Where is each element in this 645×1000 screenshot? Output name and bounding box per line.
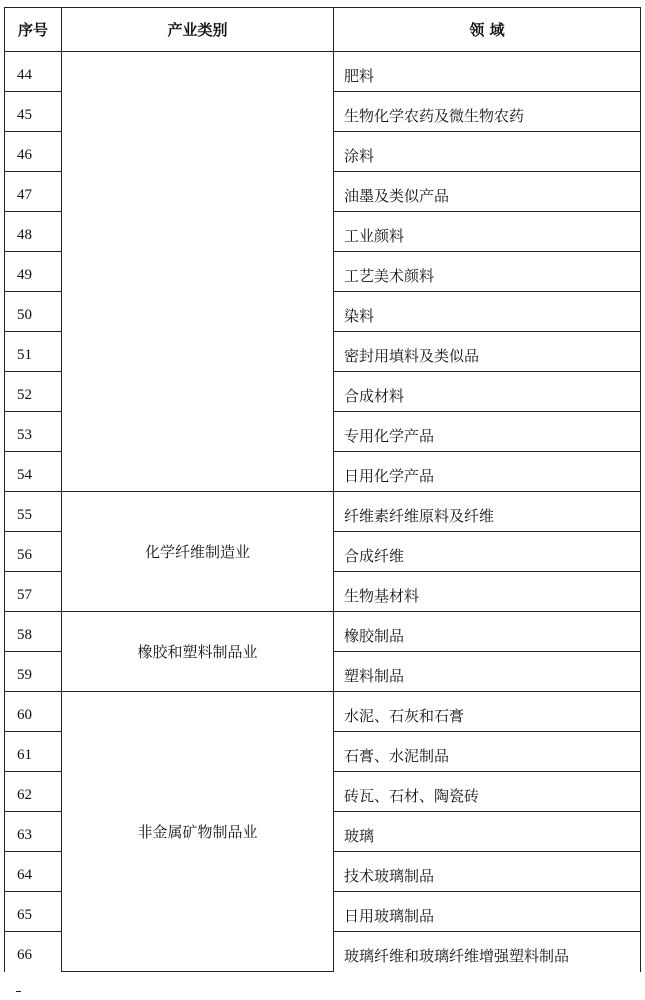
field-name: 染料 [334, 292, 641, 332]
row-number: 59 [5, 652, 62, 692]
row-number: 50 [5, 292, 62, 332]
field-name: 玻璃纤维和玻璃纤维增强塑料制品 [334, 932, 641, 972]
row-number: 47 [5, 172, 62, 212]
field-name: 石膏、水泥制品 [334, 732, 641, 772]
industry-category: 非金属矿物制品业 [62, 692, 334, 972]
field-name: 工业颜料 [334, 212, 641, 252]
table-body [5, 52, 641, 972]
row-number: 60 [5, 692, 62, 732]
row-number: 66 [5, 932, 62, 972]
industry-category [62, 52, 334, 492]
table-row [5, 52, 641, 92]
header-index: 序号 [5, 8, 62, 52]
row-number: 45 [5, 92, 62, 132]
header-category: 产业类别 [62, 8, 334, 52]
field-name: 专用化学产品 [334, 412, 641, 452]
field-name: 肥料 [334, 52, 641, 92]
field-name: 玻璃 [334, 812, 641, 852]
row-number: 49 [5, 252, 62, 292]
header-field: 领 域 [334, 8, 641, 52]
row-number: 46 [5, 132, 62, 172]
field-name: 合成纤维 [334, 532, 641, 572]
row-number: 58 [5, 612, 62, 652]
field-name: 日用化学产品 [334, 452, 641, 492]
row-number: 56 [5, 532, 62, 572]
row-number: 61 [5, 732, 62, 772]
row-number: 64 [5, 852, 62, 892]
row-number: 54 [5, 452, 62, 492]
row-number: 65 [5, 892, 62, 932]
table-row [5, 492, 641, 532]
row-number: 55 [5, 492, 62, 532]
field-name: 水泥、石灰和石膏 [334, 692, 641, 732]
field-name: 合成材料 [334, 372, 641, 412]
field-name: 塑料制品 [334, 652, 641, 692]
row-number: 51 [5, 332, 62, 372]
row-number: 57 [5, 572, 62, 612]
row-number: 62 [5, 772, 62, 812]
field-name: 生物化学农药及微生物农药 [334, 92, 641, 132]
row-number: 48 [5, 212, 62, 252]
field-name: 橡胶制品 [334, 612, 641, 652]
industry-category: 橡胶和塑料制品业 [62, 612, 334, 692]
row-number: 53 [5, 412, 62, 452]
table-row [5, 612, 641, 652]
table-header-row [5, 8, 641, 52]
industry-category: 化学纤维制造业 [62, 492, 334, 612]
field-name: 生物基材料 [334, 572, 641, 612]
page-edge-mark [16, 991, 21, 992]
field-name: 砖瓦、石材、陶瓷砖 [334, 772, 641, 812]
row-number: 44 [5, 52, 62, 92]
field-name: 技术玻璃制品 [334, 852, 641, 892]
field-name: 工艺美术颜料 [334, 252, 641, 292]
field-name: 密封用填料及类似品 [334, 332, 641, 372]
row-number: 52 [5, 372, 62, 412]
field-name: 纤维素纤维原料及纤维 [334, 492, 641, 532]
field-name: 涂料 [334, 132, 641, 172]
table-row [5, 692, 641, 732]
row-number: 63 [5, 812, 62, 852]
field-name: 日用玻璃制品 [334, 892, 641, 932]
field-name: 油墨及类似产品 [334, 172, 641, 212]
industry-table [4, 7, 641, 972]
